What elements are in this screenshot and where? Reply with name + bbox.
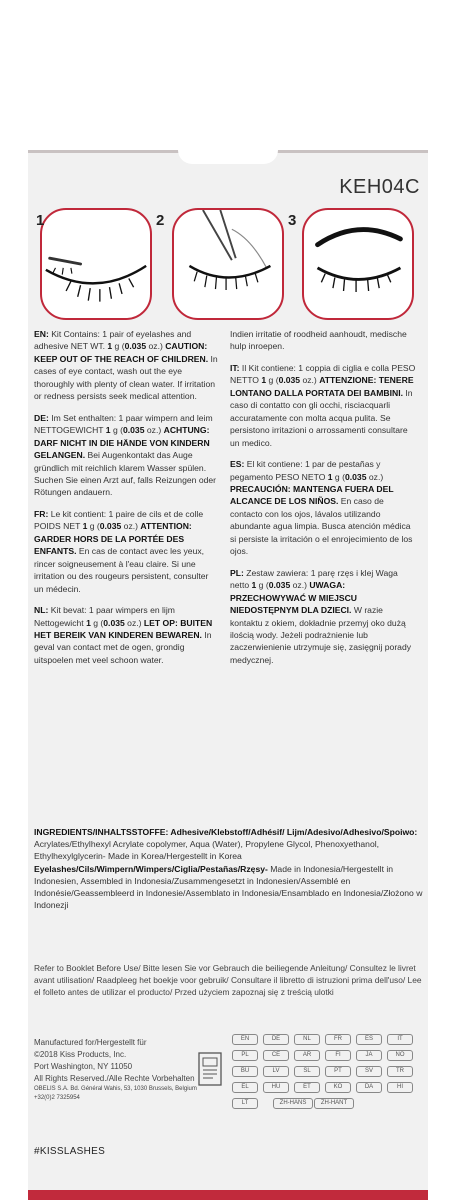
language-badge: ET	[294, 1082, 320, 1093]
manufacturer-line-4: All Rights Reserved./Alle Rechte Vorbehalten	[34, 1074, 195, 1083]
instructions-es: ES: El kit contiene: 1 par de pestañas y pegamento PESO NETO 1 g (0.035 oz.) PRECAUCIÓN: MANTENGA FUERA DEL ALCANCE DE LOS NIÑOS. En caso de contacto con los ojos, lávalos utilizando abundante agua limpia. Busca atención médica si persiste la irritación o el enrojecimiento de los ojos.	[230, 459, 413, 557]
apply-glue-icon	[42, 210, 150, 318]
language-badge: LT	[232, 1098, 258, 1109]
product-code: KEH04C	[339, 176, 420, 198]
bottom-accent-strip	[28, 1190, 428, 1200]
language-badge: NO	[387, 1050, 413, 1061]
language-badge: SV	[356, 1066, 382, 1077]
step-3-panel	[302, 208, 414, 320]
instructions-nl: NL: Kit bevat: 1 paar wimpers en lijm Nettogewicht 1 g (0.035 oz.) LET OP: BUITEN HET BEREIK VAN KINDEREN BEWAREN. In geval van contact met de ogen, grondig uitspoelen met veel schoon water.	[34, 605, 213, 665]
ingredients-block	[34, 826, 424, 911]
language-badge: PT	[325, 1066, 351, 1077]
language-badge: IT	[387, 1034, 413, 1045]
instructions-nl-continued: Indien irritatie of roodheid aanhoudt, medische hulp inroepen.	[230, 329, 407, 352]
manufacturer-line-2: ©2018 Kiss Products, Inc.	[34, 1050, 127, 1059]
language-badge: HI	[387, 1082, 413, 1093]
instructions-en: EN: Kit Contains: 1 pair of eyelashes and adhesive NET WT. 1 g (0.035 oz.) CAUTION: KEEP OUT OF THE REACH OF CHILDREN. In cases of eye contact, wash out the eye thoroughly with plenty of clean water. If irritation or redness persists seek medical attention.	[34, 329, 218, 402]
language-badge: ES	[356, 1034, 382, 1045]
language-badge: AR	[294, 1050, 320, 1061]
step-3-number: 3	[288, 212, 297, 229]
language-badge: HU	[263, 1082, 289, 1093]
manufacturer-info	[34, 1037, 199, 1103]
language-badge: BU	[232, 1066, 258, 1077]
language-badge: FI	[325, 1050, 351, 1061]
ingredients-adhesive-text: Acrylates/Ethylhexyl Acrylate copolymer, Aqua (Water), Propylene Glycol, Phenoxyethanol, Ethylhexylglycerin- Made in Korea/Hergestellt in Korea	[34, 839, 380, 862]
step-2-panel	[172, 208, 284, 320]
instructions-de: DE: Im Set enthalten: 1 paar wimpern and leim NETTOGEWICHT 1 g (0.035 oz.) ACHTUNG: DARF NICHT IN DIE HÄNDE VON KINDERN GELANGEN. Bei Augenkontakt das Auge gründlich mit reichlich klarem Wasser spülen. Suchen Sie einen Arzt auf, falls Reizungen oder Rötungen andauern.	[34, 412, 217, 498]
left-column	[34, 328, 220, 675]
ingredients-heading-eyelashes: Eyelashes/Cils/Wimpern/Wimpers/Ciglia/Pestañas/Rzęsy-	[34, 863, 268, 874]
manufacturer-line-6: +32(0)2 7325954	[34, 1095, 80, 1101]
language-badge: JA	[356, 1050, 382, 1061]
finished-eye-icon	[304, 210, 412, 318]
ingredients-heading-adhesive: INGREDIENTS/INHALTSSTOFFE: Adhesive/Klebstoff/Adhésif/ Lijm/Adesivo/Adhesivo/Spoiwo:	[34, 827, 418, 837]
ingredients-eyelashes-text: Made in Indonesia/Hergestellt in Indonesien, Assembled in Indonesia/Zusammengesetzt in Indonesien/Assemblé en Indonésie/Geassembleerd in Indonesie/Assemblato in Indonesia/Ensamblado en Indonesia/Złożono w Indonezji	[34, 863, 423, 911]
language-badge: DA	[356, 1082, 382, 1093]
step-1-panel	[40, 208, 152, 320]
language-badge: DE	[263, 1034, 289, 1045]
manufacturer-line-3: Port Washington, NY 11050	[34, 1062, 133, 1071]
step-1-number: 1	[36, 212, 45, 229]
language-badge: KO	[325, 1082, 351, 1093]
language-badge: CE	[263, 1050, 289, 1061]
manufacturer-line-5: OBELIS S.A. Bd. Général Wahis, 53, 1030 Brussels, Belgium	[34, 1086, 197, 1092]
instructions-pl: PL: Zestaw zawiera: 1 parę rzęs i klej Waga netto 1 g (0.035 oz.) UWAGA: PRZECHOWYWAĆ W MIEJSCU NIEDOSTĘPNYM DLA DZIECI. W razie kontaktu z okiem, dokładnie przemyj oko dużą ilością wody. Jeżeli podrażnienie lub zaczerwienienie utrzymuje się, zasięgnij porady medycznej.	[230, 567, 412, 665]
instructions-it: IT: Il Kit contiene: 1 coppia di ciglia e colla PESO NETTO 1 g (0.035 oz.) ATTENZIONE: TENERE LONTANO DALLA PORTATA DEI BAMBINI. In caso di contatto con gli occhi, risciacquarli accuratamente con molta acqua pulita. Se persistono irritazioni o arrossamenti consultare un medico.	[230, 362, 416, 448]
language-badge: ZH-HANS	[273, 1098, 313, 1109]
refer-to-booklet-text: Refer to Booklet Before Use/ Bitte lesen Sie vor Gebrauch die beiliegende Anleitung/ Consultez le livret avant utilisation/ Raadpleeg het boekje voor gebruik/ Consultare il libretto di istruzioni prima dell'uso/ Lee el folleto antes de utilizar el producto/ Przed użyciem zapoznaj się z treścią ulotki	[34, 963, 422, 997]
language-badge: PL	[232, 1050, 258, 1061]
instructions-fr: FR: Le kit contient: 1 paire de cils et de colle POIDS NET 1 g (0.035 oz.) ATTENTION: GARDER HORS DE LA PORTÉE DES ENFANTS. En cas de contact avec les yeux, rincer soigneusement à l'eau claire. Si une irritation ou des rougeurs persistent, consulter un médecin.	[34, 508, 209, 594]
language-badge: FR	[325, 1034, 351, 1045]
language-badge: SL	[294, 1066, 320, 1077]
language-badge: NL	[294, 1034, 320, 1045]
hang-hole	[178, 150, 278, 164]
right-column	[230, 328, 416, 675]
manufacturer-line-1: Manufactured for/Hergestellt für	[34, 1038, 147, 1047]
tweezers-icon	[174, 210, 282, 318]
step-2-number: 2	[156, 212, 165, 229]
booklet-icon	[198, 1052, 222, 1086]
language-badge: EN	[232, 1034, 258, 1045]
language-badge: LV	[263, 1066, 289, 1077]
hashtag: #KISSLASHES	[34, 1146, 106, 1157]
language-badge: TR	[387, 1066, 413, 1077]
language-badge: ZH-HANT	[314, 1098, 354, 1109]
language-badge: EL	[232, 1082, 258, 1093]
